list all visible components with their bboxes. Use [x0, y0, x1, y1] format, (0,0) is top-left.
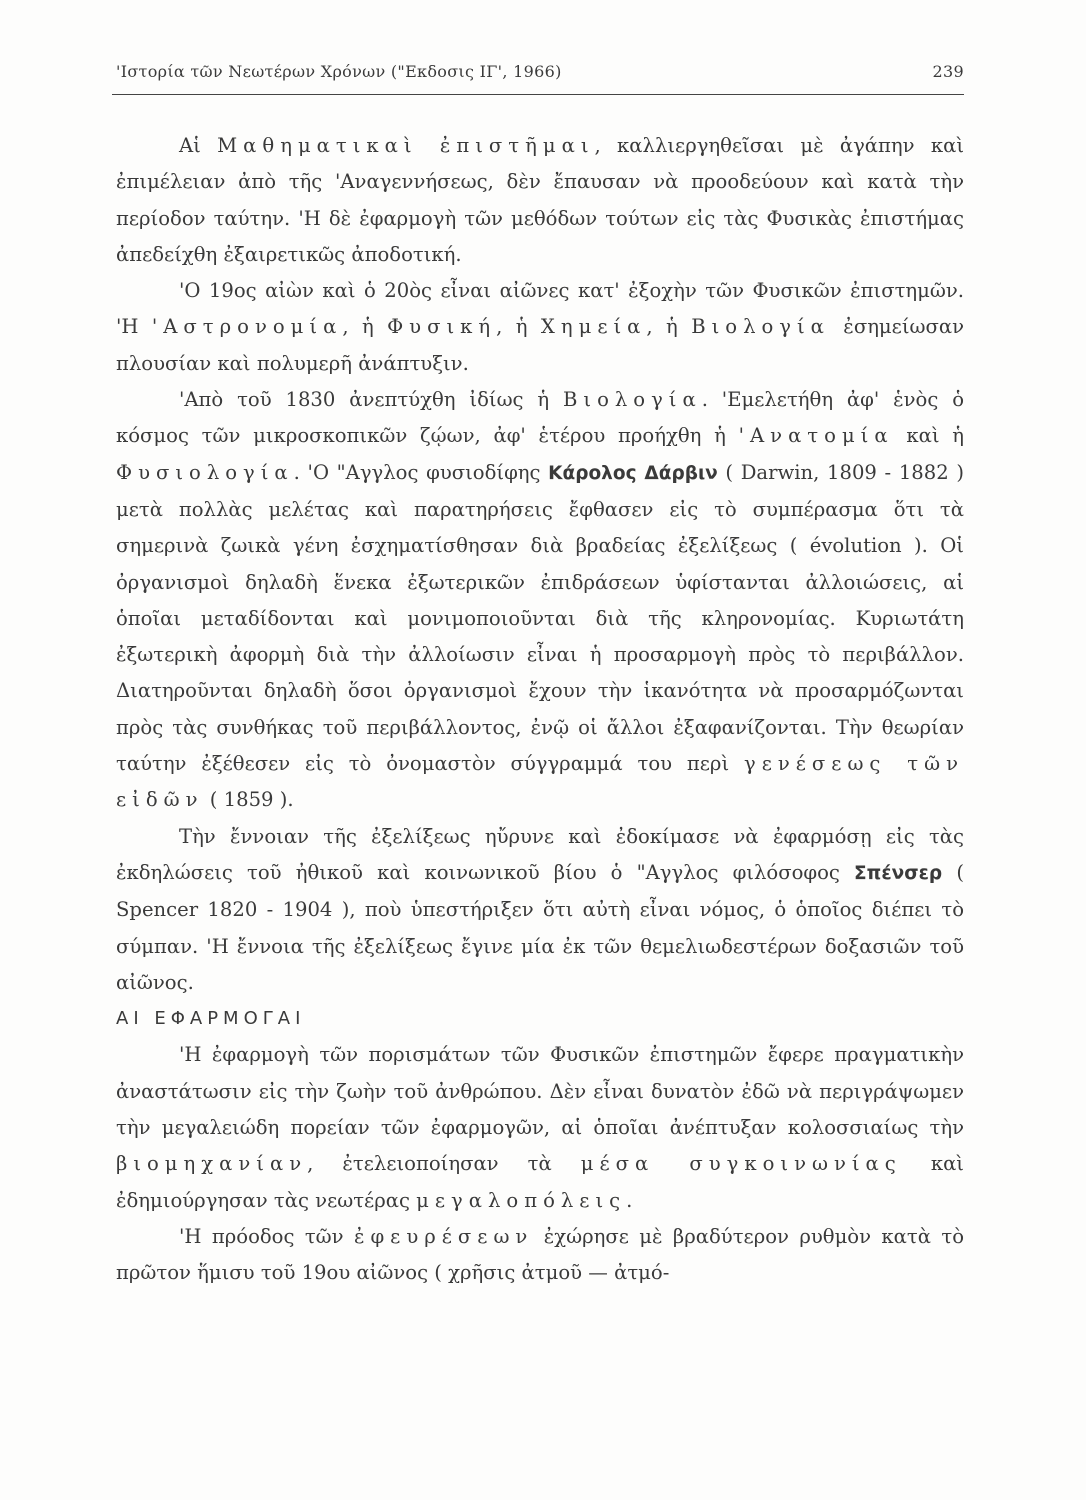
text-run: ( Spencer 1820 - 1904 ), ποὺ ὑπεστήριξεν ὅτι αὐτὴ εἶναι νόμος, ὁ ὁποῖος διέπει τὸ σύμπαν. 'Η ἔννοια τῆς ἐξελίξεως ἔγινε μία ἐκ τῶν θεμελιωδεστέρων δοξασιῶν τοῦ αἰῶνος.	[116, 860, 964, 994]
running-title: 'Ιστορία τῶν Νεωτέρων Χρόνων ("Εκδοσις ΙΓ', 1966)	[116, 62, 562, 81]
text-run: ( 1859 ).	[203, 788, 294, 812]
spaced-emphasis: μεγαλοπόλεις	[416, 1188, 627, 1212]
paragraph	[116, 273, 964, 382]
text-run: ἐχώρησε μὲ βραδύτερον ρυθμὸν κατὰ τὸ πρῶτον ἥμισυ τοῦ 19ου αἰῶνος ( χρῆσις ἀτμοῦ — ἀτμό-	[116, 1224, 964, 1285]
spaced-emphasis: μέσα συγκοινωνίας	[580, 1152, 902, 1176]
paragraph	[116, 1219, 964, 1292]
spaced-emphasis: Μαθηματικαὶ ἐπιστῆμαι	[217, 134, 595, 157]
paragraph-group-sciences	[116, 128, 964, 1001]
text-run: . 'Ο "Αγγλος φυσιοδίφης	[293, 460, 549, 484]
text-run: Αἱ	[179, 134, 218, 157]
paragraph	[116, 819, 964, 1001]
paragraph	[116, 1037, 964, 1218]
running-header	[116, 62, 964, 90]
header-rule	[112, 94, 964, 95]
text-run: .	[626, 1188, 633, 1212]
spaced-emphasis: Φυσική	[387, 315, 497, 339]
section-title: ΑΙ ΕΦΑΡΜΟΓΑΙ	[116, 1008, 306, 1030]
spaced-emphasis: 'Αστρονομία	[151, 315, 343, 339]
spaced-emphasis: 'Ανατομία	[738, 424, 894, 448]
text-run: 'Απὸ τοῦ 1830 ἀνεπτύχθη ἰδίως ἡ	[179, 388, 563, 412]
text-run: καὶ ἡ	[893, 424, 964, 448]
spaced-emphasis: Χημεία	[540, 315, 647, 339]
text-run: καὶ ἐδημιούργησαν τὰς νεωτέρας	[116, 1152, 964, 1212]
text-run: , καλλιεργηθεῖσαι μὲ ἀγάπην καὶ ἐπιμέλειαν ἀπὸ τῆς 'Αναγεννήσεως, δὲν ἔπαυσαν νὰ προοδεύουν καὶ κατὰ τὴν περίοδον ταύτην. 'Η δὲ ἐφαρμογὴ τῶν μεθόδων τούτων εἰς τὰς Φυσικὰς ἐπιστήμας ἀπεδείχθη ἐξαιρετικῶς ἀποδοτική.	[116, 134, 964, 266]
text-run: , ἡ	[646, 315, 692, 339]
bold-name: Κάρολος Δάρβιν	[548, 462, 718, 484]
paragraph	[116, 128, 964, 273]
text-run: ( Darwin, 1809 - 1882 ) μετὰ πολλὰς μελέτας καὶ παρατηρήσεις ἔφθασεν εἰς τὸ συμπέρασμα ὅτι τὰ σημερινὰ ζωικὰ γένη ἐσχηματίσθησαν διὰ βραδείας ἐξελίξεως ( évolution ). Οἱ ὀργανισμοὶ δηλαδὴ ἕνεκα ἐξωτερικῶν ἐπιδράσεων ὑφίστανται ἀλλοιώσεις, αἱ ὁποῖαι μεταδίδονται καὶ μονιμοποιοῦνται διὰ τῆς κληρονομίας. Κυριωτάτη ἐξωτερικὴ ἀφορμὴ διὰ τὴν ἀλλοίωσιν εἶναι ἡ προσαρμογὴ πρὸς τὸ περιβάλλον. Διατηροῦνται δηλαδὴ ὅσοι ὀργανισμοὶ ἔχουν τὴν ἱκανότητα νὰ προσαρμόζωνται πρὸς τὰς συνθήκας τοῦ περιβάλλοντος, ἐνῷ οἱ ἄλλοι ἐξαφανίζονται. Τὴν θεωρίαν ταύτην ἐξέθεσεν εἰς τὸ ὀνομαστὸν σύγγραμμά του περὶ	[116, 460, 964, 776]
text-run: 'Η ἐφαρμογὴ τῶν πορισμάτων τῶν Φυσικῶν ἐπιστημῶν ἔφερε πραγματικὴν ἀναστάτωσιν εἰς τὴν ζωὴν τοῦ ἀνθρώπου. Δὲν εἶναι δυνατὸν ἐδῶ νὰ περιγράψωμεν τὴν μεγαλειώδη πορείαν τῶν ἐφαρμογῶν, αἱ ὁποῖαι ἀνέπτυξαν κολοσσιαίως τὴν	[116, 1043, 964, 1140]
text-run: ἐσημείωσαν πλουσίαν καὶ πολυμερῆ ἀνάπτυξιν.	[116, 315, 964, 375]
paragraph	[116, 382, 964, 819]
text-run: , ἡ	[496, 315, 541, 339]
text-run: 'Ο 19ος αἰὼν καὶ ὁ 20ὸς εἶναι αἰῶνες κατ' ἐξοχὴν τῶν Φυσικῶν ἐπιστημῶν. 'Η	[116, 279, 964, 339]
spaced-emphasis: Βιολογία	[691, 315, 830, 339]
spaced-emphasis: βιομηχανίαν	[116, 1152, 308, 1176]
text-run: , ἡ	[342, 315, 388, 339]
spaced-emphasis: γενέσεως τῶν εἰδῶν	[116, 752, 964, 812]
page-number: 239	[932, 62, 964, 81]
spaced-emphasis: ἐφευρέσεων	[353, 1224, 534, 1248]
spaced-emphasis: Φυσιολογία	[116, 460, 294, 484]
text-run: 'Η πρόοδος τῶν	[179, 1224, 354, 1248]
paragraph-group-applications	[116, 1037, 964, 1291]
text-run: . 'Εμελετήθη ἀφ' ἑνὸς ὁ κόσμος τῶν μικροσκοπικῶν ζῴων, ἀφ' ἑτέρου προήχθη ἡ	[116, 388, 964, 448]
bold-name: Σπένσερ	[854, 862, 943, 884]
spaced-emphasis: Βιολογία	[563, 388, 702, 412]
text-run: Τὴν ἔννοιαν τῆς ἐξελίξεως ηὔρυνε καὶ ἐδοκίμασε νὰ ἐφαρμόσῃ εἰς τὰς ἐκδηλώσεις τοῦ ἠθικοῦ καὶ κοινωνικοῦ βίου ὁ "Αγγλος φιλόσοφος	[116, 824, 964, 884]
page-body	[116, 128, 964, 1292]
text-run: , ἐτελειοποίησαν τὰ	[307, 1152, 581, 1176]
